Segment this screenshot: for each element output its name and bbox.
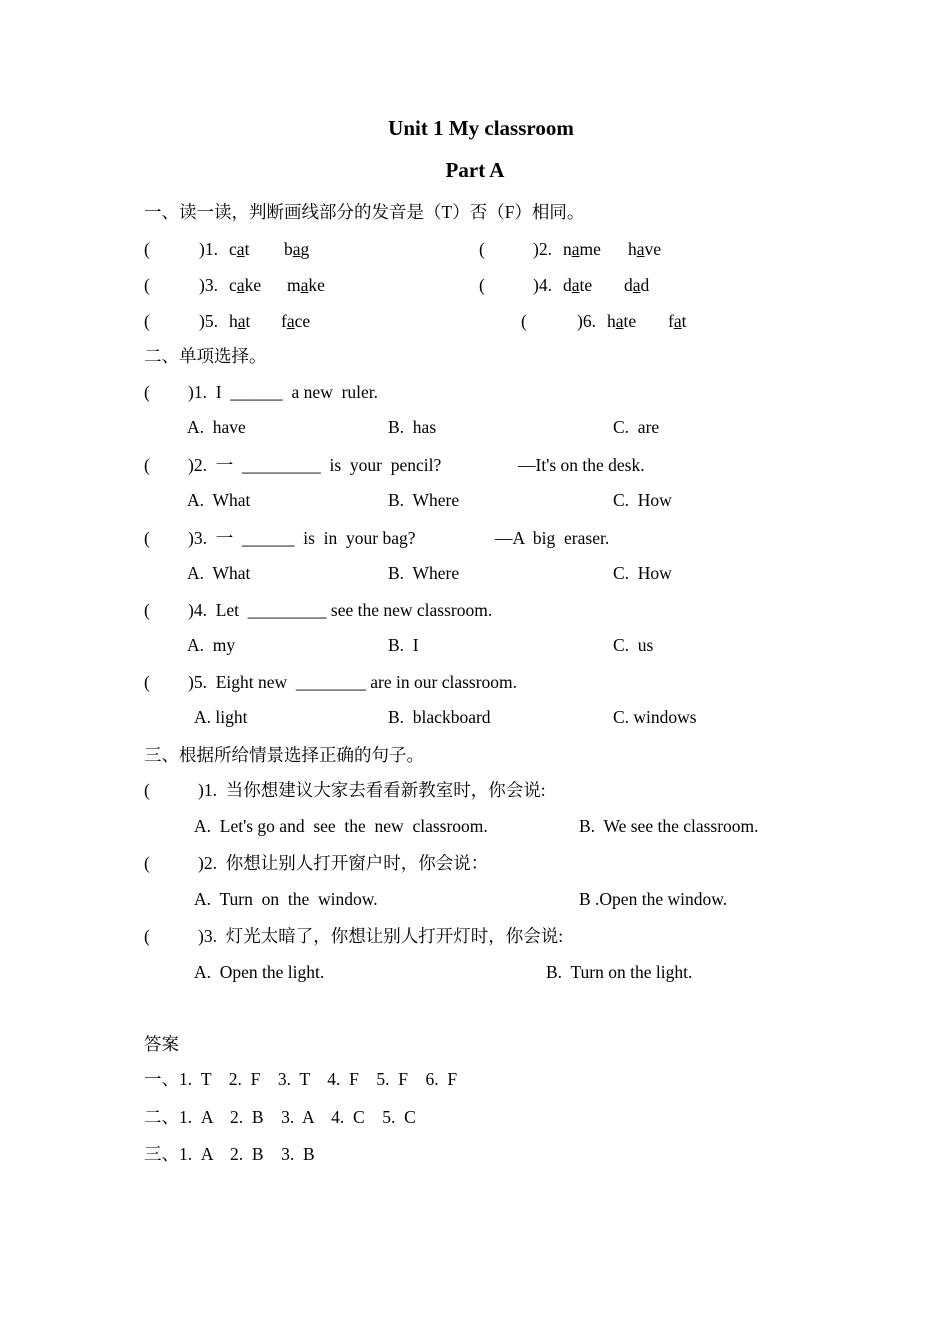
- word-1-underlined: a: [236, 275, 245, 295]
- word-1: [563, 273, 592, 297]
- option-c[interactable]: C. are: [613, 417, 660, 437]
- word-1-pre: c: [229, 275, 237, 295]
- question-reply: —It's on the desk.: [518, 455, 645, 475]
- word-2-underlined: a: [292, 239, 301, 259]
- word-2-post: g: [300, 239, 310, 259]
- word-2-underlined: a: [632, 275, 641, 295]
- section1-heading: 一、读一读，判断画线部分的发音是（T）否（F）相同。: [144, 202, 585, 222]
- question-text: )1. I ______ a new ruler.: [188, 382, 379, 402]
- word-1-underlined: a: [571, 275, 580, 295]
- answer-blank-paren[interactable]: (: [144, 600, 150, 620]
- option-b[interactable]: B. has: [388, 417, 437, 437]
- word-2-underlined: a: [673, 311, 682, 331]
- option-a[interactable]: A. What: [187, 563, 251, 583]
- word-1-pre: h: [229, 311, 238, 331]
- option-c[interactable]: C. us: [613, 635, 654, 655]
- word-2-post: d: [640, 275, 650, 295]
- option-a[interactable]: A. What: [187, 490, 251, 510]
- item-number: )5.: [199, 311, 218, 331]
- word-2-post: ve: [644, 239, 662, 259]
- answer-blank-paren[interactable]: (: [144, 528, 150, 548]
- section2-heading: 二、单项选择。: [144, 346, 267, 366]
- page-subtitle: Part A: [445, 158, 505, 182]
- option-b[interactable]: B. We see the classroom.: [579, 816, 759, 836]
- option-a[interactable]: A. light: [194, 707, 248, 727]
- word-2-pre: f: [281, 311, 287, 331]
- item-number: )3.: [199, 275, 218, 295]
- word-1-underlined: a: [237, 311, 246, 331]
- item-number: )4.: [533, 275, 552, 295]
- word-1-post: te: [623, 311, 637, 331]
- word-1-underlined: a: [571, 239, 580, 259]
- option-a[interactable]: A. Turn on the window.: [194, 889, 378, 909]
- option-b[interactable]: B. I: [388, 635, 419, 655]
- word-1-underlined: a: [615, 311, 624, 331]
- question-text: )3. 一 ______ is in your bag?: [188, 528, 416, 548]
- answer-blank-paren[interactable]: (: [521, 311, 527, 331]
- word-1-post: te: [579, 275, 593, 295]
- word-2-underlined: a: [300, 275, 309, 295]
- answer-blank-paren[interactable]: (: [144, 455, 150, 475]
- option-a[interactable]: A. my: [187, 635, 236, 655]
- option-b[interactable]: B. Where: [388, 563, 460, 583]
- word-2: [284, 237, 309, 261]
- page-title: Unit 1 My classroom: [388, 116, 574, 140]
- answer-blank-paren[interactable]: (: [479, 239, 485, 259]
- word-1: [563, 237, 601, 261]
- option-a[interactable]: A. have: [187, 417, 246, 437]
- word-1-post: t: [245, 311, 251, 331]
- answers-line-2: 二、1. A 2. B 3. A 4. C 5. C: [144, 1107, 416, 1127]
- word-1: [229, 309, 250, 333]
- question-text: )4. Let _________ see the new classroom.: [188, 600, 493, 620]
- word-2-underlined: a: [286, 311, 295, 331]
- option-c[interactable]: C. windows: [613, 707, 697, 727]
- option-c[interactable]: C. How: [613, 563, 672, 583]
- answer-blank-paren[interactable]: (: [479, 275, 485, 295]
- question-text: )2. 你想让别人打开窗户时，你会说：: [198, 853, 489, 873]
- answer-blank-paren[interactable]: (: [144, 239, 150, 259]
- word-1-pre: d: [563, 275, 572, 295]
- item-number: )6.: [577, 311, 596, 331]
- answer-blank-paren[interactable]: (: [144, 311, 150, 331]
- option-b[interactable]: B .Open the window.: [579, 889, 728, 909]
- word-2-pre: h: [628, 239, 637, 259]
- word-1: [229, 273, 261, 297]
- word-2-pre: b: [284, 239, 293, 259]
- word-1-post: t: [244, 239, 250, 259]
- option-b[interactable]: B. blackboard: [388, 707, 491, 727]
- option-a[interactable]: A. Open the light.: [194, 962, 325, 982]
- word-2-pre: f: [668, 311, 674, 331]
- answers-line-3: 三、1. A 2. B 3. B: [144, 1144, 315, 1164]
- word-1: [607, 309, 636, 333]
- word-2-pre: m: [287, 275, 301, 295]
- question-reply: —A big eraser.: [495, 528, 610, 548]
- word-2-post: ce: [294, 311, 311, 331]
- question-text: )1. 当你想建议大家去看看新教室时，你会说:: [198, 780, 546, 800]
- word-1-underlined: a: [236, 239, 245, 259]
- word-2: [668, 309, 686, 333]
- question-text: )3. 灯光太暗了，你想让别人打开灯时，你会说:: [198, 926, 564, 946]
- option-a[interactable]: A. Let's go and see the new classroom.: [194, 816, 488, 836]
- word-1-pre: h: [607, 311, 616, 331]
- option-b[interactable]: B. Where: [388, 490, 460, 510]
- word-1-pre: n: [563, 239, 572, 259]
- word-2: [281, 309, 310, 333]
- word-1: [229, 237, 249, 261]
- question-text: )5. Eight new ________ are in our classroom.: [188, 672, 518, 692]
- answer-blank-paren[interactable]: (: [144, 275, 150, 295]
- item-number: )2.: [533, 239, 552, 259]
- word-2-pre: d: [624, 275, 633, 295]
- answer-blank-paren[interactable]: (: [144, 672, 150, 692]
- word-2: [287, 273, 325, 297]
- question-text: )2. 一 _________ is your pencil?: [188, 455, 442, 475]
- option-b[interactable]: B. Turn on the light.: [546, 962, 693, 982]
- answer-blank-paren[interactable]: (: [144, 382, 150, 402]
- answer-blank-paren[interactable]: (: [144, 780, 150, 800]
- word-2-post: t: [681, 311, 687, 331]
- word-2-underlined: a: [636, 239, 645, 259]
- word-2: [624, 273, 649, 297]
- word-1-post: me: [579, 239, 601, 259]
- answer-blank-paren[interactable]: (: [144, 853, 150, 873]
- option-c[interactable]: C. How: [613, 490, 672, 510]
- word-1-pre: c: [229, 239, 237, 259]
- word-1-post: ke: [244, 275, 262, 295]
- answers-heading: 答案: [144, 1034, 179, 1054]
- answers-line-1: 一、1. T 2. F 3. T 4. F 5. F 6. F: [144, 1069, 458, 1089]
- answer-blank-paren[interactable]: (: [144, 926, 150, 946]
- word-2: [628, 237, 661, 261]
- section3-heading: 三、根据所给情景选择正确的句子。: [144, 745, 424, 765]
- item-number: )1.: [199, 239, 218, 259]
- word-2-post: ke: [308, 275, 325, 295]
